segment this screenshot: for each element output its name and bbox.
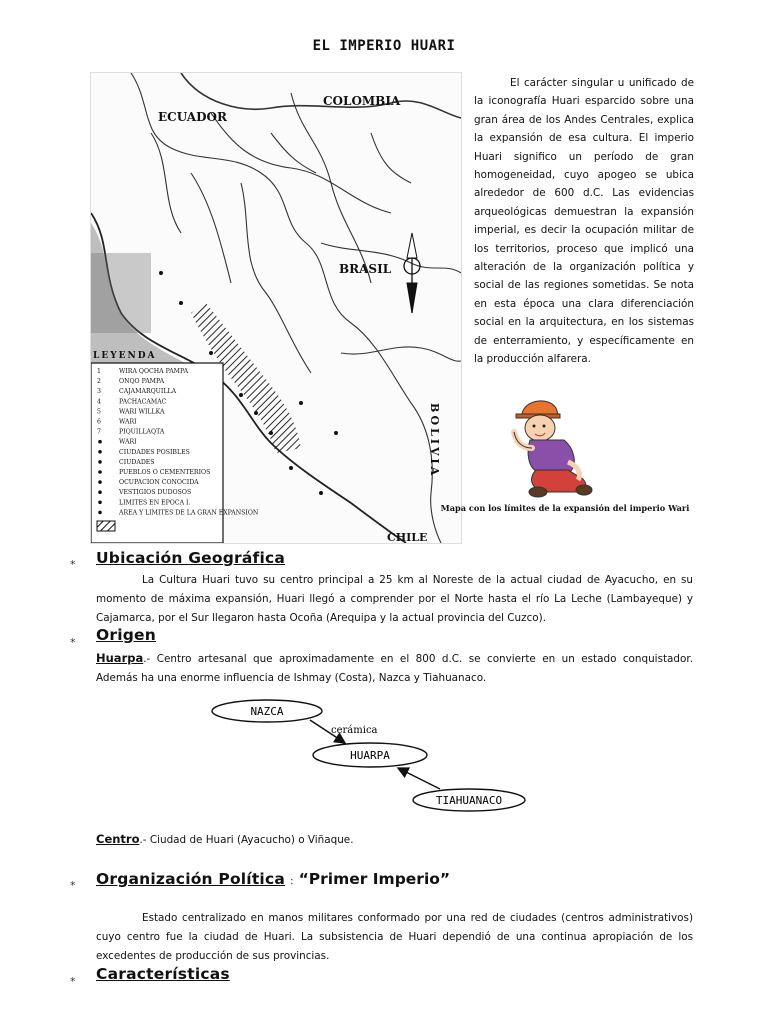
- label-brasil: BRASIL: [339, 262, 392, 276]
- origen-text: [96, 649, 693, 688]
- huarpa-text: .- Centro artesanal que aproximadamente en el 800 d.C. se convierte en un estado conquistador. Además ha una enorme influencia de Ishmay (Costa), Nazca y Tiahuanaco.: [96, 653, 693, 684]
- legend-item: ONQO PAMPA: [119, 378, 165, 386]
- legend-symbol-icon: [98, 501, 102, 505]
- text-ceramica: cerámica: [331, 725, 378, 736]
- label-ecuador: ECUADOR: [158, 110, 227, 124]
- organizacion-heading: [96, 869, 450, 888]
- legend-symbol-icon: [98, 511, 102, 515]
- legend-number: 6: [97, 418, 101, 426]
- text-nazca: NAZCA: [250, 705, 284, 718]
- bullet-organizacion: *: [70, 879, 76, 892]
- ubicacion-paragraph: La Cultura Huari tuvo su centro principal a 25 km al Noreste de la actual ciudad de Ayacucho, en su momento de máxima expansión, Huari llegó a comprender por el Norte hasta el río La Leche (Lambayeque) y Cajamarca, por el Sur llegaron hasta Ocoña (Arequipa y la actual provincia del Cuzco).: [96, 574, 693, 624]
- legend-symbol-icon: [98, 490, 102, 494]
- legend-item: PUEBLOS O CEMENTERIOS: [119, 469, 211, 476]
- bullet-origen: *: [70, 636, 76, 649]
- legend-item: WARI: [119, 438, 137, 446]
- map-caption: Mapa con los límites de la expansión del imperio Wari: [440, 503, 690, 513]
- label-bolivia: BOLIVIA: [428, 403, 441, 479]
- organizacion-separator: :: [290, 876, 294, 887]
- legend-symbol-icon: [98, 470, 102, 474]
- legend-item: PACHACAMAC: [119, 398, 167, 406]
- text-huarpa: HUARPA: [350, 749, 390, 762]
- label-colombia: COLOMBIA: [323, 94, 401, 108]
- legend-item: AREA Y LIMITES DE LA GRAN EXPANSION: [119, 509, 259, 517]
- organizacion-subtitle: “Primer Imperio”: [298, 870, 451, 888]
- bullet-caracteristicas: *: [70, 975, 76, 988]
- organizacion-text: [96, 909, 693, 966]
- legend-item: VESTIGIOS DUDOSOS: [119, 489, 192, 497]
- intro-text: [474, 74, 694, 369]
- section-title-origen: Origen: [96, 626, 156, 644]
- legend-symbol-icon: [98, 440, 102, 444]
- origin-diagram: [200, 690, 540, 820]
- huari-map: [90, 72, 462, 544]
- label-leyenda: LEYENDA: [93, 351, 157, 361]
- ubicacion-text: [96, 571, 693, 628]
- legend-number: 4: [97, 398, 101, 406]
- legend-item: CIUDADES POSIBLES: [119, 448, 190, 456]
- legend-item: OCUPACION CONOCIDA: [119, 479, 199, 487]
- legend-item: WARI: [119, 418, 137, 426]
- organizacion-paragraph: Estado centralizado en manos militares conformado por una red de ciudades (centros administrativos) cuyo centro fue la ciudad de Huari. La subsistencia de Huari dependió de una continua apropiación de los excedentes de producción de sus provincias.: [96, 912, 693, 962]
- huarpa-label: Huarpa: [96, 651, 144, 665]
- kid-icon: [508, 392, 594, 502]
- legend-item: WARI WILLKA: [119, 408, 165, 416]
- legend-symbol-icon: [98, 460, 102, 464]
- legend-item: CAJAMARQUILLA: [119, 388, 177, 396]
- text-tiahuanaco: TIAHUANACO: [435, 794, 503, 807]
- legend-number: 2: [97, 378, 101, 386]
- label-chile: CHILE: [387, 531, 428, 543]
- legend-item: LIMITES EN EPOCA I.: [119, 499, 191, 507]
- document-title: EL IMPERIO HUARI: [312, 38, 456, 54]
- intro-paragraph: El carácter singular u unificado de la iconografía Huari esparcido sobre una gran área de los Andes Centrales, explica la expansión de esa cultura. El imperio Huari significo un período de gran homogeneidad, cuyo apogeo se ubica alrededor de 600 d.C. Las evidencias arqueológicas demuestran la expansión imperial, es decir la ocupación militar de los territorios, proceso que implicó una alteración de la organización política y social de las regiones sometidas. Se nota en esta época una clara diferenciación social en la arquitectura, en los sistemas de enterramiento, y específicamente en la producción alfarera.: [474, 77, 694, 366]
- legend-number: 5: [97, 408, 101, 416]
- legend-number: 1: [97, 368, 101, 375]
- centro-text: [96, 830, 693, 850]
- legend-symbol-icon: [98, 480, 102, 484]
- centro-description: .- Ciudad de Huari (Ayacucho) o Viñaque.: [139, 834, 354, 846]
- legend-item: WIRA QOCHA PAMPA: [119, 368, 189, 375]
- legend-number: 7: [97, 428, 101, 436]
- section-title-organizacion: Organización Política: [96, 870, 285, 888]
- legend-item: CIUDADES: [119, 458, 155, 466]
- centro-label: Centro: [96, 832, 140, 846]
- section-title-ubicacion: Ubicación Geográfica: [96, 549, 286, 567]
- arrow-tiahuanaco-huarpa: [398, 768, 440, 789]
- bullet-ubicacion: *: [70, 558, 76, 571]
- section-title-caracteristicas: Características: [96, 965, 230, 983]
- cartoon-illustration: [508, 392, 594, 502]
- legend-item: PIQUILLAQTA: [119, 428, 165, 436]
- legend-symbol-icon: [98, 450, 102, 454]
- map-drawing: [91, 73, 461, 543]
- legend-number: 3: [97, 388, 101, 396]
